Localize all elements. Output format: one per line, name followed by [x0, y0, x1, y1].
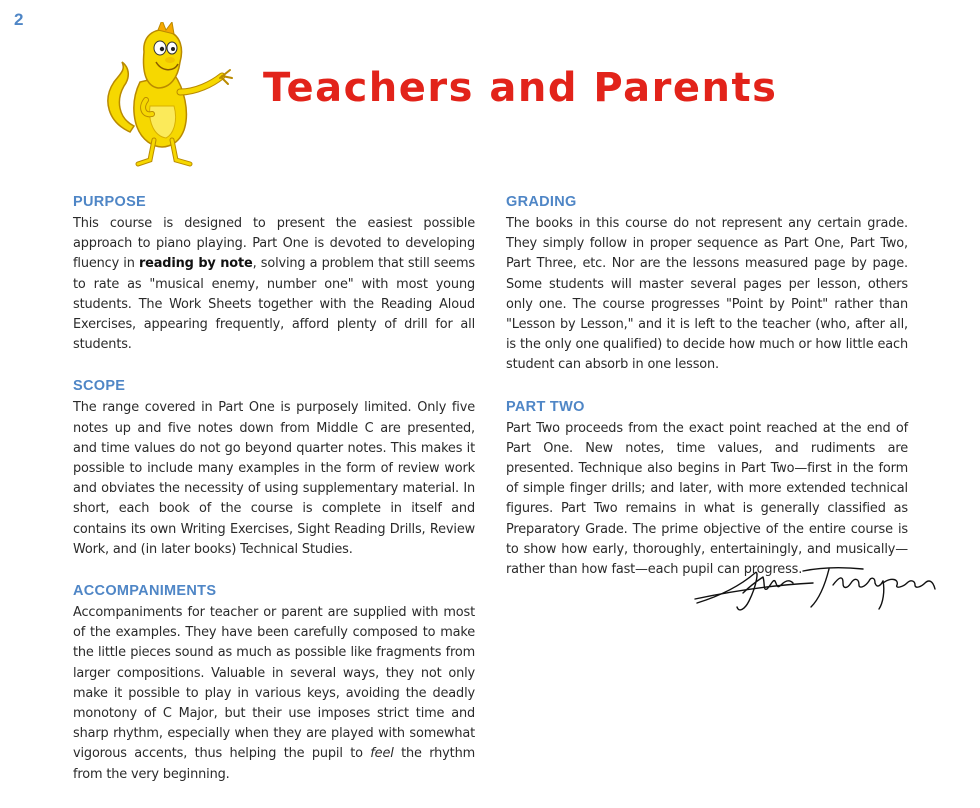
purpose-text [73, 214, 475, 355]
accompaniments-text-part-1: Accompaniments for teacher or parent are supplied with most of the examples. They have been carefully composed to make the little pieces sound as much as possible like fragments from larger compositions. Valuable in several ways, they not only make it possible to play in various keys, avoiding the deadly monotony of C Major, but their use imposes strict time and sharp rhythm, especially when they are played with somewhat vigorous accents, thus helping the pupil to [73, 605, 475, 762]
grading-section [506, 194, 908, 376]
left-column [73, 194, 475, 808]
accompaniments-section [73, 583, 475, 785]
scope-section [73, 378, 475, 560]
yellow-dragon-mascot-icon [100, 22, 240, 172]
page-title: Teachers and Parents [263, 65, 778, 111]
purpose-section [73, 194, 475, 355]
purpose-text-part-1: This course is designed to present the easiest possible approach to piano playing. Part One is devoted to developing fluency in [73, 216, 475, 272]
grading-text: The books in this course do not represent any certain grade. They simply follow in proper sequence as Part One, Part Two, Part Three, etc. Nor are the lessons measured page by page. Some students will master several pages per lesson, others only one. The course progresses "Point by Point" rather than "Lesson by Lesson," and it is left to the teacher (who, after all, is the only one qualified) to decide how much or how little each student can absorb in one lesson. [506, 216, 908, 373]
purpose-heading: PURPOSE [73, 194, 147, 210]
handwritten-signature-john-thompson-icon [693, 555, 938, 615]
accompaniments-heading: ACCOMPANIMENTS [73, 583, 217, 600]
purpose-text-bold: reading by note [138, 256, 253, 272]
accompaniments-text-part-2: the rhythm from the very beginning. [73, 746, 475, 782]
scope-heading: SCOPE [73, 378, 126, 395]
grading-heading: GRADING [506, 194, 577, 210]
page-number: 2 [14, 10, 24, 29]
part-two-section [506, 399, 908, 581]
part-two-text: Part Two proceeds from the exact point reached at the end of Part One. New notes, time values, and rudiments are presented. Technique also begins in Part Two—first in the form of simple finger drills; and later, with more extended technical figures. Part Two remains in what is generally classified as Preparatory Grade. The prime objective of the entire course is to show how early, thoroughly, entertainingly, and musically—rather than how fast—each pupil can progress. [506, 420, 908, 578]
scope-text: The range covered in Part One is purposely limited. Only five notes up and five notes down from Middle C are presented, and time values do not go beyond quarter notes. This makes it possible to include many examples in the form of review work and obviates the necessity of using supplementary material. In short, each book of the course is complete in itself and contains its own Writing Exercises, Sight Reading Drills, Review Work, and (in later books) Technical Studies. [73, 400, 475, 557]
purpose-text-part-2: , solving a problem that still seems to rate as "musical enemy, number one" with most young students. The Work Sheets together with the Reading Aloud Exercises, appearing frequently, afford plenty of drill for all students. [73, 256, 475, 353]
right-column [506, 194, 908, 603]
part-two-heading: PART TWO [506, 398, 585, 415]
accompaniments-text-italic: feel [370, 746, 394, 762]
